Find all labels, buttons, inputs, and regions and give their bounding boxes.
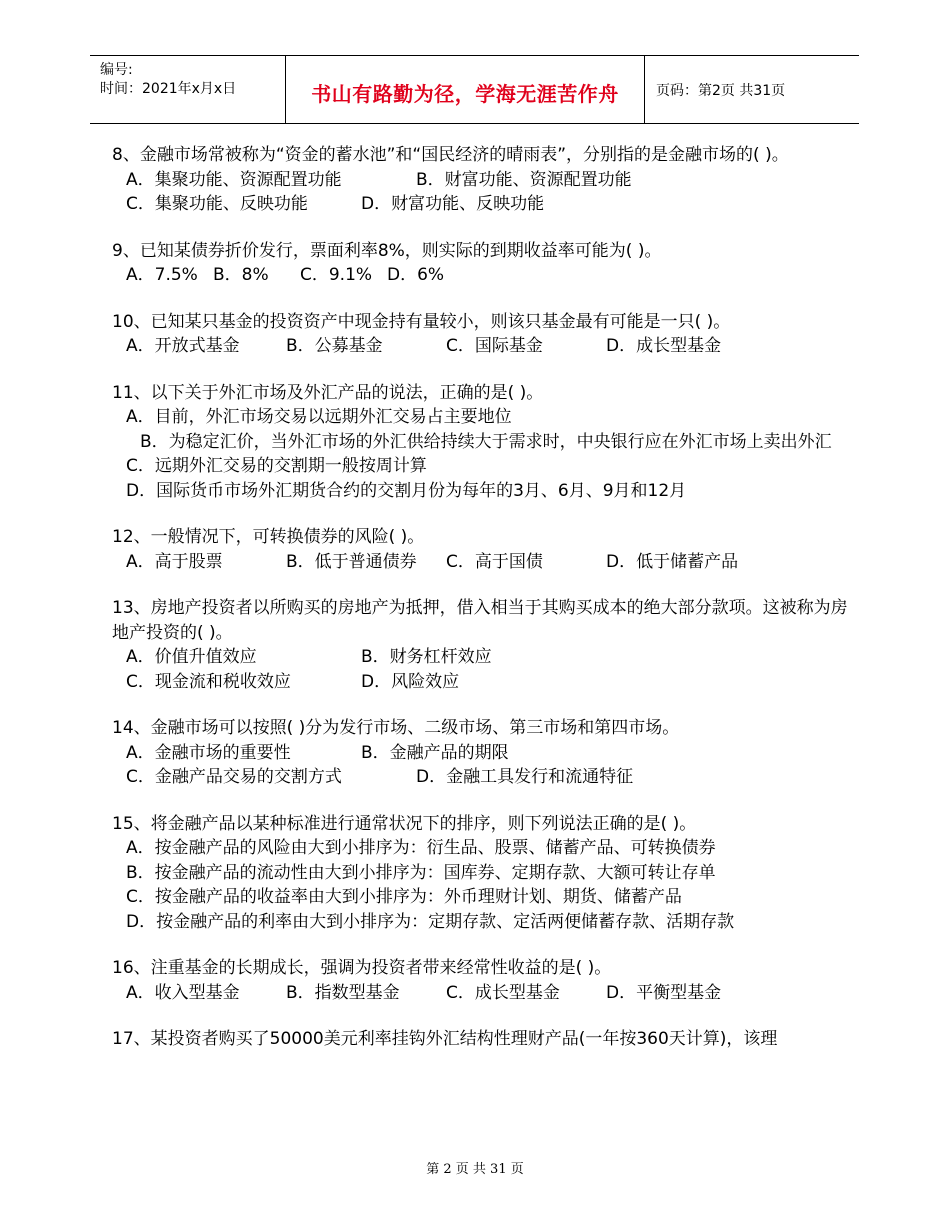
question (112, 812, 852, 935)
option: B．公募基金 (286, 336, 383, 356)
option: A．收入型基金 (126, 982, 240, 1003)
option: B．金融产品的期限 (361, 742, 509, 763)
page-info: 页码：第2页 共31页 (656, 83, 786, 99)
question (112, 716, 852, 790)
question-text: 15、将金融产品以某种标准进行通常状况下的排序，则下列说法正确的是( )。 (112, 813, 697, 834)
option-line (112, 405, 852, 430)
option: C．国际基金 (446, 336, 543, 356)
option-line (112, 910, 852, 935)
option: C．金融产品交易的交割方式 (126, 767, 342, 787)
question (112, 381, 852, 504)
option-line (112, 192, 852, 217)
number-label: 编号: (100, 62, 133, 78)
question (112, 596, 852, 694)
option-line (112, 670, 852, 695)
option: D．国际货币市场外汇期货合约的交割月份为每年的3月、6月、9月和12月 (126, 480, 687, 501)
option: A．目前，外汇市场交易以远期外汇交易占主要地位 (126, 407, 512, 427)
option: D．财富功能、反映功能 (361, 194, 545, 214)
option: B．按金融产品的流动性由大到小排序为：国库券、定期存款、大额可转让存单 (126, 862, 716, 883)
option-line (112, 861, 852, 886)
header-page-cell (644, 56, 859, 123)
option: C．成长型基金 (446, 982, 560, 1003)
page-footer: 第 2 页 共 31 页 (426, 1162, 524, 1177)
question (112, 525, 852, 574)
motto: 书山有路勤为径，学海无涯苦作舟 (311, 82, 619, 106)
option: D．6% (387, 265, 445, 285)
header-motto-cell (285, 56, 645, 123)
option-line (112, 430, 852, 455)
option: C．高于国债 (446, 551, 543, 572)
option-line (112, 981, 852, 1006)
option-line (112, 454, 852, 479)
question-text: 12、一般情况下，可转换债券的风险( )。 (112, 527, 425, 547)
option: B．为稳定汇价，当外汇市场的外汇供给持续大于需求时，中央银行应在外汇市场上卖出外汇 (140, 431, 832, 452)
question-text: 14、金融市场可以按照( )分为发行市场、二级市场、第三市场和第四市场。 (112, 718, 680, 738)
option: A．开放式基金 (126, 336, 240, 356)
option: D．平衡型基金 (606, 982, 722, 1003)
question-text: 10、已知某只基金的投资资产中现金持有量较小，则该只基金最有可能是一只( )。 (112, 311, 731, 332)
option: C．远期外汇交易的交割期一般按周计算 (126, 456, 427, 476)
option-line (112, 550, 852, 575)
option-line (112, 741, 852, 766)
question (112, 1027, 852, 1052)
option: A．集聚功能、资源配置功能 (126, 169, 342, 190)
option: A．高于股票 (126, 551, 223, 572)
option-line (112, 168, 852, 193)
page-header (90, 55, 859, 124)
option: C．按金融产品的收益率由大到小排序为：外币理财计划、期货、储蓄产品 (126, 887, 682, 907)
question-text: 17、某投资者购买了50000美元利率挂钩外汇结构性理财产品(一年按360天计算)，该理 (112, 1029, 778, 1049)
option: D．金融工具发行和流通特征 (416, 767, 634, 787)
question (112, 956, 852, 1005)
option-line (112, 263, 852, 288)
option: C．9.1% (300, 265, 373, 285)
option-line (112, 836, 852, 861)
option: D．成长型基金 (606, 336, 722, 356)
time-label: 时间：2021年x月x日 (100, 81, 237, 97)
option: B．指数型基金 (286, 982, 400, 1003)
option: D．低于储蓄产品 (606, 551, 739, 572)
question-text: 8、金融市场常被称为“资金的蓄水池”和“国民经济的晴雨表”，分别指的是金融市场的( )。 (112, 145, 789, 165)
option: A．按金融产品的风险由大到小排序为：衍生品、股票、储蓄产品、可转换债券 (126, 838, 716, 858)
option: C．集聚功能、反映功能 (126, 194, 308, 214)
question (112, 310, 852, 359)
header-meta-cell (90, 56, 285, 123)
option-line (112, 645, 852, 670)
question (112, 239, 852, 288)
option: C．现金流和税收效应 (126, 671, 291, 692)
option: B．低于普通债券 (286, 551, 417, 572)
question-text: 13、房地产投资者以所购买的房地产为抵押，借入相当于其购买成本的绝大部分款项。这被称为房地产投资的( )。 (112, 598, 848, 643)
option-line (112, 765, 852, 790)
question-list (112, 143, 852, 1074)
option: A．价值升值效应 (126, 647, 257, 667)
option: A．金融市场的重要性 (126, 742, 291, 763)
question (112, 143, 852, 217)
option-line (112, 479, 852, 504)
option: A．7.5% (126, 265, 198, 285)
option: B．财务杠杆效应 (361, 647, 492, 667)
option: B．财富功能、资源配置功能 (416, 169, 632, 190)
question-text: 9、已知某债券折价发行，票面利率8%，则实际的到期收益率可能为( )。 (112, 240, 662, 261)
option-line (112, 334, 852, 359)
option: B．8% (213, 265, 269, 285)
option: D．按金融产品的利率由大到小排序为：定期存款、定活两便储蓄存款、活期存款 (126, 911, 735, 932)
question-text: 16、注重基金的长期成长，强调为投资者带来经常性收益的是( )。 (112, 958, 612, 978)
option: D．风险效应 (361, 671, 460, 692)
question-text: 11、以下关于外汇市场及外汇产品的说法，正确的是( )。 (112, 382, 544, 403)
option-line (112, 885, 852, 910)
